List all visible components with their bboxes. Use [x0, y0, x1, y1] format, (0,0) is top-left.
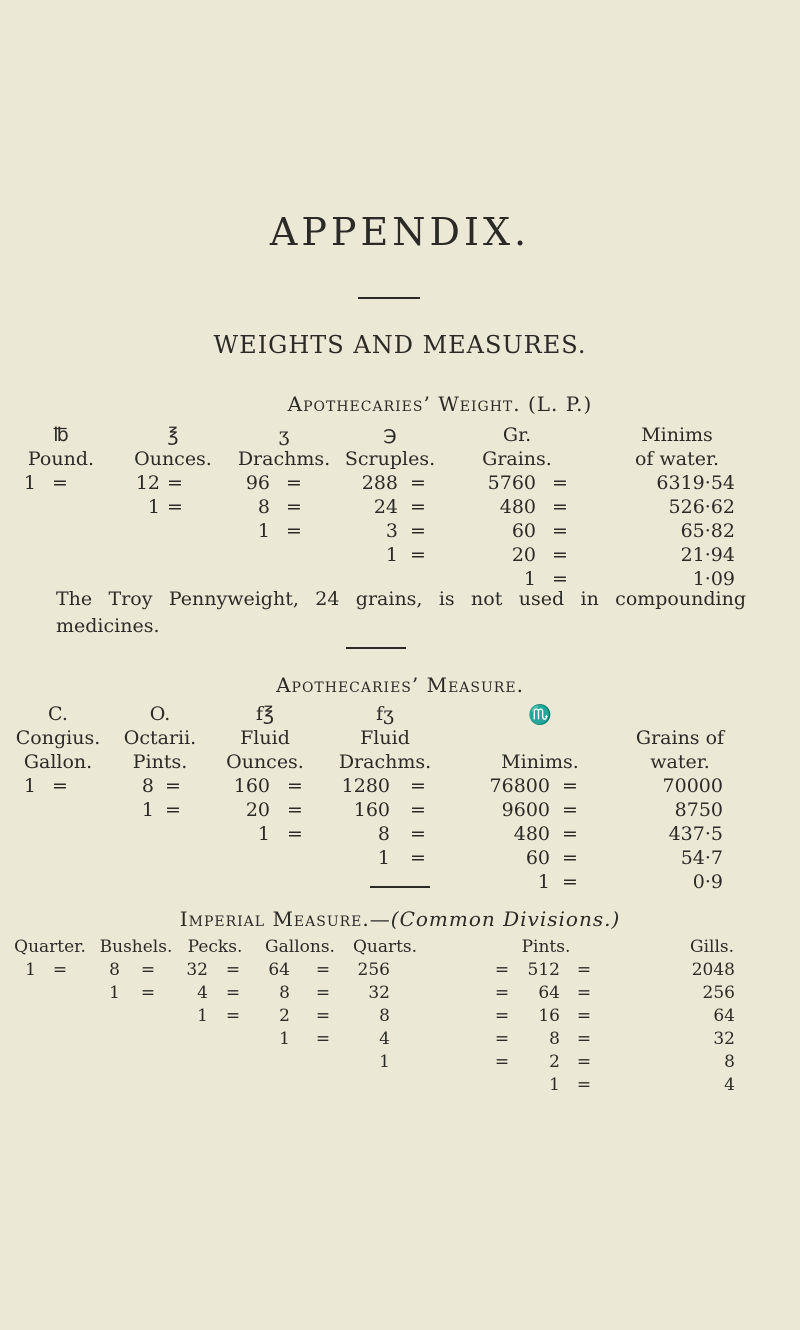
measure-header-row — [0, 751, 800, 777]
imperial-cell: 1 — [549, 1075, 560, 1095]
imperial-equals-sign: = — [225, 960, 241, 980]
weight-table-row — [0, 520, 800, 546]
measure-cell: 1 — [257, 823, 270, 845]
imperial-equals-sign: = — [494, 1029, 510, 1049]
weight-equals-sign: = — [167, 496, 183, 518]
measure-cell: 1 — [537, 871, 550, 893]
measure-equals-sign: = — [562, 799, 578, 821]
imperial-cell: 8 — [109, 960, 120, 980]
imperial-equals-sign: = — [494, 983, 510, 1003]
weight-header-symbols: ℈ — [383, 424, 397, 446]
measure-table-row — [0, 799, 800, 825]
weight-header-units: Pound. — [27, 448, 95, 470]
weight-cell: 1 — [147, 496, 160, 518]
weight-equals-sign: = — [552, 496, 568, 518]
imperial-equals-sign: = — [225, 983, 241, 1003]
imperial-cell: 8 — [724, 1052, 735, 1072]
measure-table-row — [0, 871, 800, 897]
weight-table — [0, 424, 800, 590]
measure-table — [0, 703, 800, 893]
weight-header-units: Grains. — [482, 448, 552, 470]
measure-header-units-1: Fluid — [240, 727, 290, 749]
measure-equals-sign: = — [562, 847, 578, 869]
imperial-equals-sign: = — [494, 1052, 510, 1072]
imperial-equals-sign: = — [576, 960, 592, 980]
weight-cell: 20 — [511, 544, 536, 566]
weight-cell: 5760 — [487, 472, 536, 494]
weight-cell: 1 — [385, 544, 398, 566]
weight-header-symbols: Minims — [641, 424, 713, 446]
imperial-table — [0, 937, 800, 1117]
weight-header-units: Drachms. — [237, 448, 331, 470]
imperial-equals-sign: = — [225, 1006, 241, 1026]
measure-header-units-2: Minims. — [501, 751, 579, 773]
imperial-header-units: Pints. — [521, 937, 571, 957]
measure-cell: 8 — [377, 823, 390, 845]
weight-cell: 6319·54 — [656, 472, 735, 494]
imperial-equals-sign: = — [315, 1029, 331, 1049]
imperial-header-units: Pecks. — [187, 937, 243, 957]
measure-cell: 1 — [141, 799, 154, 821]
imperial-equals-sign: = — [315, 983, 331, 1003]
measure-rule — [370, 886, 430, 888]
weight-rule — [346, 647, 406, 649]
weight-cell: 24 — [373, 496, 398, 518]
weight-cell: 3 — [385, 520, 398, 542]
imperial-cell: 1 — [379, 1052, 390, 1072]
page-title: APPENDIX. — [269, 210, 531, 254]
imperial-cell: 32 — [713, 1029, 735, 1049]
imperial-cell: 2 — [549, 1052, 560, 1072]
imperial-equals-sign: = — [576, 1052, 592, 1072]
measure-header-symbols: fʒ — [376, 703, 394, 725]
imperial-cell: 8 — [379, 1006, 390, 1026]
imperial-cell: 1 — [279, 1029, 290, 1049]
imperial-equals-sign: = — [140, 983, 156, 1003]
weight-equals-sign: = — [286, 496, 302, 518]
measure-equals-sign: = — [410, 775, 426, 797]
weight-cell: 1 — [23, 472, 36, 494]
imperial-cell: 64 — [713, 1006, 735, 1026]
imperial-cell: 4 — [197, 983, 208, 1003]
weight-equals-sign: = — [552, 568, 568, 590]
imperial-equals-sign: = — [315, 960, 331, 980]
weight-equals-sign: = — [286, 520, 302, 542]
imperial-cell: 2048 — [691, 960, 735, 980]
measure-header-units-2: Ounces. — [226, 751, 304, 773]
imperial-cell: 32 — [368, 983, 390, 1003]
measure-cell: 160 — [353, 799, 390, 821]
imperial-heading — [0, 907, 800, 931]
weight-header-symbols: Gr. — [502, 424, 532, 446]
measure-heading: Apothecaries’ Measure. — [276, 673, 524, 697]
measure-table-row — [0, 847, 800, 873]
measure-header-units-1: Fluid — [360, 727, 410, 749]
measure-header-units-2: Pints. — [132, 751, 188, 773]
measure-cell: 1 — [377, 847, 390, 869]
weight-cell: 1 — [257, 520, 270, 542]
imperial-header-units: Quarts. — [352, 937, 418, 957]
weight-cell: 65·82 — [680, 520, 735, 542]
imperial-heading-main: Imperial Measure.— — [179, 907, 391, 931]
weight-equals-sign: = — [410, 544, 426, 566]
measure-header-units-2: water. — [650, 751, 710, 773]
weight-header-symbols: ℔ — [53, 424, 69, 446]
weight-equals-sign: = — [410, 472, 426, 494]
measure-equals-sign: = — [562, 823, 578, 845]
imperial-equals-sign: = — [576, 983, 592, 1003]
title-rule — [358, 297, 420, 299]
weight-cell: 96 — [245, 472, 270, 494]
measure-equals-sign: = — [287, 775, 303, 797]
weight-equals-sign: = — [552, 472, 568, 494]
imperial-cell: 4 — [724, 1075, 735, 1095]
imperial-cell: 256 — [702, 983, 735, 1003]
weight-header-symbols: ʒ — [278, 424, 290, 446]
weight-equals-sign: = — [410, 520, 426, 542]
weight-equals-sign: = — [410, 496, 426, 518]
imperial-cell: 256 — [357, 960, 390, 980]
measure-equals-sign: = — [410, 823, 426, 845]
measure-header-symbols: ♏ — [528, 704, 552, 726]
measure-cell: 160 — [233, 775, 270, 797]
weight-heading: Apothecaries’ Weight. (L. P.) — [287, 392, 593, 416]
weight-equals-sign: = — [552, 520, 568, 542]
imperial-equals-sign: = — [315, 1006, 331, 1026]
weight-equals-sign: = — [167, 472, 183, 494]
weight-equals-sign: = — [52, 472, 68, 494]
measure-equals-sign: = — [52, 775, 68, 797]
measure-cell: 60 — [525, 847, 550, 869]
weight-note: The Troy Pennyweight, 24 grains, is not used in compounding medicines. — [56, 588, 746, 637]
imperial-cell: 512 — [527, 960, 560, 980]
weight-header-symbols: ℥ — [167, 424, 179, 446]
imperial-table-row — [0, 1075, 800, 1101]
measure-table-row — [0, 823, 800, 849]
weight-table-row — [0, 496, 800, 522]
measure-cell: 70000 — [662, 775, 723, 797]
measure-header-units-1: Octarii. — [123, 727, 197, 749]
measure-cell: 480 — [513, 823, 550, 845]
imperial-cell: 4 — [379, 1029, 390, 1049]
measure-header-symbols: C. — [48, 703, 68, 725]
measure-equals-sign: = — [287, 799, 303, 821]
imperial-header-units: Bushels. — [99, 937, 173, 957]
imperial-equals-sign: = — [494, 1006, 510, 1026]
measure-cell: 76800 — [489, 775, 550, 797]
measure-header-row — [0, 703, 800, 729]
imperial-cell: 16 — [538, 1006, 560, 1026]
measure-header-units-2: Drachms. — [338, 751, 432, 773]
measure-header-row — [0, 727, 800, 753]
weight-cell: 1·09 — [692, 568, 735, 590]
section-heading: WEIGHTS AND MEASURES. — [213, 331, 587, 359]
weight-header-row — [0, 424, 800, 450]
measure-cell: 437·5 — [668, 823, 723, 845]
measure-equals-sign: = — [410, 847, 426, 869]
imperial-cell: 1 — [109, 983, 120, 1003]
measure-cell: 8 — [141, 775, 154, 797]
imperial-equals-sign: = — [52, 960, 68, 980]
measure-header-units-1: Congius. — [15, 727, 101, 749]
measure-table-row — [0, 775, 800, 801]
weight-table-row — [0, 472, 800, 498]
weight-cell: 480 — [499, 496, 536, 518]
measure-equals-sign: = — [165, 799, 181, 821]
imperial-cell: 8 — [279, 983, 290, 1003]
measure-cell: 1 — [23, 775, 36, 797]
imperial-cell: 1 — [197, 1006, 208, 1026]
weight-cell: 8 — [257, 496, 270, 518]
imperial-cell: 64 — [538, 983, 560, 1003]
imperial-cell: 2 — [279, 1006, 290, 1026]
weight-cell: 526·62 — [668, 496, 735, 518]
measure-cell: 20 — [245, 799, 270, 821]
weight-header-row — [0, 448, 800, 474]
weight-header-units: Scruples. — [344, 448, 436, 470]
imperial-header-units: Quarter. — [14, 937, 86, 957]
measure-cell: 9600 — [501, 799, 550, 821]
measure-cell: 1280 — [341, 775, 390, 797]
weight-header-units: Ounces. — [134, 448, 212, 470]
weight-cell: 21·94 — [680, 544, 735, 566]
measure-header-symbols: f℥ — [255, 703, 274, 725]
measure-cell: 54·7 — [680, 847, 723, 869]
imperial-heading-sub: (Common Divisions.) — [390, 907, 621, 931]
measure-equals-sign: = — [562, 871, 578, 893]
measure-equals-sign: = — [410, 799, 426, 821]
imperial-equals-sign: = — [576, 1075, 592, 1095]
weight-cell: 1 — [523, 568, 536, 590]
measure-header-units-1: Grains of — [635, 727, 725, 749]
imperial-cell: 64 — [268, 960, 290, 980]
imperial-equals-sign: = — [140, 960, 156, 980]
measure-cell: 8750 — [674, 799, 723, 821]
imperial-equals-sign: = — [576, 1006, 592, 1026]
imperial-equals-sign: = — [576, 1029, 592, 1049]
weight-equals-sign: = — [552, 544, 568, 566]
weight-header-units: of water. — [634, 448, 719, 470]
imperial-header-units: Gills. — [689, 937, 735, 957]
measure-cell: 0·9 — [692, 871, 723, 893]
measure-header-units-2: Gallon. — [23, 751, 93, 773]
measure-header-symbols: O. — [149, 703, 171, 725]
measure-equals-sign: = — [562, 775, 578, 797]
imperial-cell: 32 — [186, 960, 208, 980]
imperial-equals-sign: = — [494, 960, 510, 980]
weight-cell: 288 — [361, 472, 398, 494]
weight-cell: 12 — [135, 472, 160, 494]
measure-equals-sign: = — [165, 775, 181, 797]
imperial-cell: 1 — [25, 960, 36, 980]
weight-cell: 60 — [511, 520, 536, 542]
imperial-cell: 8 — [549, 1029, 560, 1049]
measure-equals-sign: = — [287, 823, 303, 845]
weight-table-row — [0, 544, 800, 570]
weight-equals-sign: = — [286, 472, 302, 494]
imperial-header-units: Gallons. — [265, 937, 335, 957]
